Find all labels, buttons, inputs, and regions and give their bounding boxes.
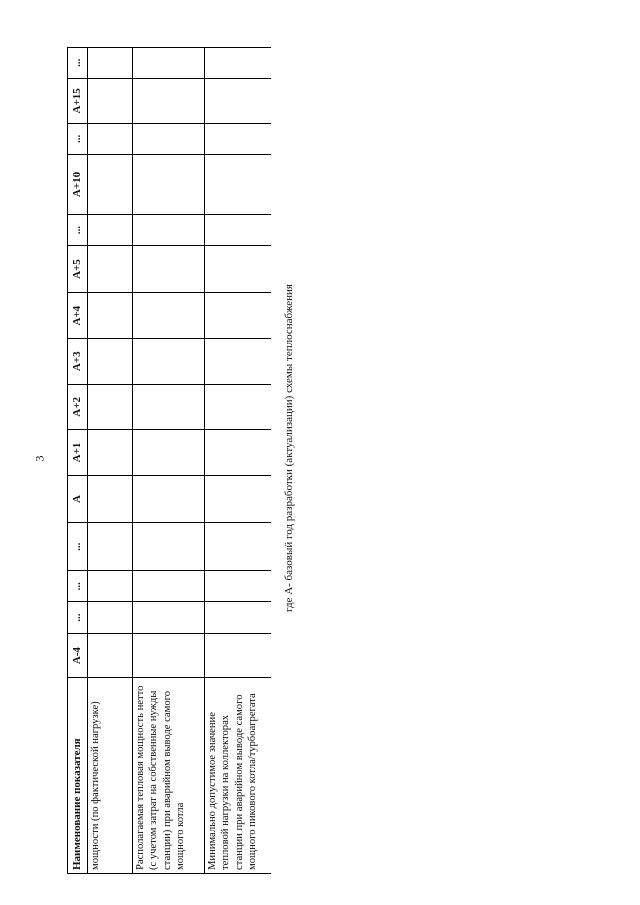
- data-cell: [88, 48, 133, 79]
- data-cell: [88, 633, 133, 678]
- indicators-table: [67, 47, 271, 874]
- row-name: мощности (по фактической нагрузке): [88, 678, 133, 874]
- data-cell: [133, 293, 205, 339]
- data-cell: [205, 245, 272, 293]
- data-cell: [133, 523, 205, 571]
- row-name: Располагаемая тепловая мощность нетто (с учетом затрат на собственные нужды станции) при аварийном выводе самого мощного котла: [133, 678, 205, 874]
- footnote: где А- базовый год разработки (актуализации) схемы теплоснабжения: [283, 284, 295, 612]
- data-cell: [205, 633, 272, 678]
- data-cell: [133, 78, 205, 124]
- header-name: Наименование показателя: [68, 678, 88, 874]
- data-cell: [205, 215, 272, 245]
- data-cell: [88, 78, 133, 124]
- data-cell: [205, 78, 272, 124]
- header-col: А-4: [68, 633, 88, 678]
- data-cell: [88, 571, 133, 602]
- data-cell: [133, 430, 205, 476]
- header-col: А+4: [68, 293, 88, 339]
- data-cell: [205, 48, 272, 79]
- data-cell: [133, 124, 205, 154]
- header-col: А+3: [68, 338, 88, 384]
- data-cell: [133, 338, 205, 384]
- indicators-table-wrapper: [67, 47, 271, 874]
- data-cell: [205, 384, 272, 430]
- data-cell: [88, 523, 133, 571]
- data-cell: [88, 338, 133, 384]
- row-name: Минимально допустимое значение тепловой нагрузки на коллекторах станции при аварийном выводе самого мощного пикового котла/турбоагрегата: [205, 678, 272, 874]
- data-cell: [88, 124, 133, 154]
- data-cell: [205, 602, 272, 633]
- table-header-row: [68, 48, 88, 874]
- header-col: ...: [68, 124, 88, 154]
- data-cell: [205, 154, 272, 215]
- data-cell: [205, 475, 272, 523]
- header-col: ...: [68, 48, 88, 79]
- data-cell: [133, 48, 205, 79]
- header-col: А+2: [68, 384, 88, 430]
- data-cell: [205, 338, 272, 384]
- header-col: ...: [68, 215, 88, 245]
- header-col: А+1: [68, 430, 88, 476]
- header-col: А: [68, 475, 88, 523]
- data-cell: [133, 245, 205, 293]
- table-row: [88, 48, 133, 874]
- table-row: [205, 48, 272, 874]
- data-cell: [88, 602, 133, 633]
- data-cell: [88, 384, 133, 430]
- data-cell: [88, 154, 133, 215]
- header-col: А+15: [68, 78, 88, 124]
- header-col: ...: [68, 602, 88, 633]
- data-cell: [88, 245, 133, 293]
- data-cell: [205, 523, 272, 571]
- data-cell: [88, 293, 133, 339]
- data-cell: [205, 293, 272, 339]
- page-number: 3: [32, 455, 47, 462]
- data-cell: [133, 215, 205, 245]
- data-cell: [205, 430, 272, 476]
- data-cell: [205, 124, 272, 154]
- data-cell: [88, 475, 133, 523]
- data-cell: [133, 475, 205, 523]
- table-row: [133, 48, 205, 874]
- header-col: А+5: [68, 245, 88, 293]
- header-col: ...: [68, 571, 88, 602]
- data-cell: [133, 571, 205, 602]
- data-cell: [133, 602, 205, 633]
- data-cell: [133, 154, 205, 215]
- data-cell: [133, 384, 205, 430]
- data-cell: [88, 430, 133, 476]
- header-col: ...: [68, 523, 88, 571]
- data-cell: [133, 633, 205, 678]
- data-cell: [205, 571, 272, 602]
- header-col: А+10: [68, 154, 88, 215]
- data-cell: [88, 215, 133, 245]
